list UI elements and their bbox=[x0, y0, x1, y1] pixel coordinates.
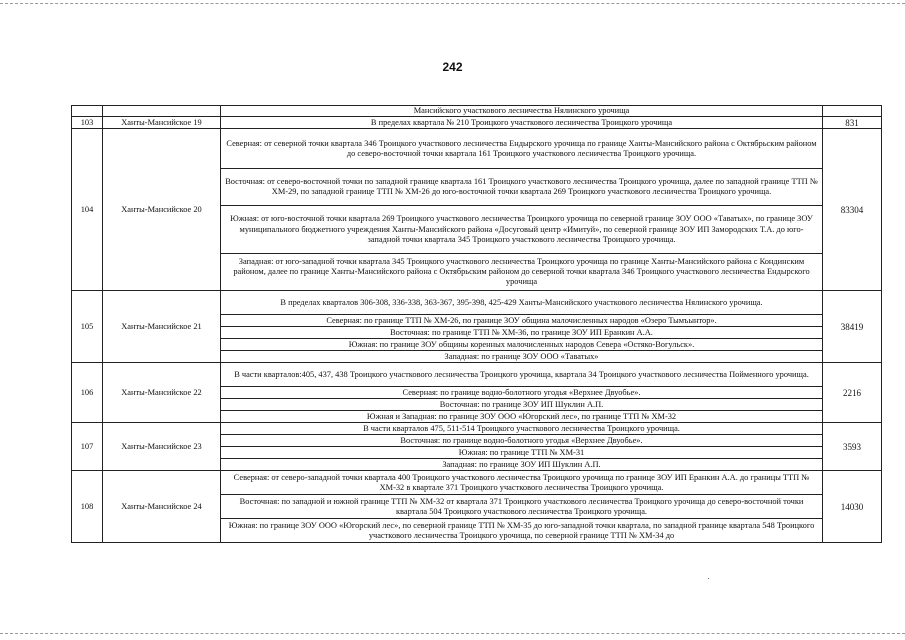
page-number: 242 bbox=[442, 60, 463, 74]
description-cell: Восточная: от северо-восточной точки по западной границе квартала 161 Троицкого участкового лесничества Троицкого урочища, далее по западной границе ТТП № ХМ-29, по западной границе ТТП № ХМ-26 до юго-восточной точки квартала 269 Троицкого участкового лесничества Троицкого урочища. bbox=[221, 169, 823, 206]
row-number-cell: 106 bbox=[72, 363, 103, 423]
description-cell: Северная: по границе ТТП № ХМ-26, по границе ЗОУ община малочисленных народов «Озеро Тымъынтор». bbox=[221, 315, 823, 327]
table-row bbox=[72, 363, 882, 387]
area-cell bbox=[823, 106, 882, 117]
description-cell: Западная: от юго-западной точки квартала 345 Троицкого участкового лесничества Троицкого урочища по границе Ханты-Мансийского района с Кондинским районом, далее по границе Ханты-Мансийского района с Октябрьским районом до северной точки квартала 346 Троицкого участкового лесничества Ендырского урочища bbox=[221, 254, 823, 291]
row-name-cell: Ханты-Мансийское 23 bbox=[103, 423, 221, 471]
description-cell: Восточная: по границе водно-болотного угодья «Верхнее Двуобье». bbox=[221, 435, 823, 447]
description-cell: Западная: по границе ЗОУ ИП Шуклин А.П. bbox=[221, 459, 823, 471]
area-cell: 2216 bbox=[823, 363, 882, 423]
table-row bbox=[72, 423, 882, 435]
description-cell: Южная: от юго-восточной точки квартала 269 Троицкого участкового лесничества Троицкого урочища по северной границе ЗОУ ООО «Таватых», по границе ЗОУ муниципального бюджетного учреждения Ханты-Мансийского района «Досуговый центр «Имитуй», по северной границе ЗОУ ИП Замородских Т.А. до юго-западной точки квартала 345 Троицкого участкового лесничества Троицкого урочища. bbox=[221, 206, 823, 254]
description-cell: Восточная: по западной и южной границе ТТП № ХМ-32 от квартала 371 Троицкого участкового лесничества Троицкого урочища до северо-восточной точки квартала 504 Троицкого участкового лесничества Троицкого урочища. bbox=[221, 495, 823, 519]
row-number-cell bbox=[72, 106, 103, 117]
description-cell: Восточная: по границе ЗОУ ИП Шуклин А.П. bbox=[221, 399, 823, 411]
row-number-cell: 103 bbox=[72, 117, 103, 129]
row-name-cell: Ханты-Мансийское 21 bbox=[103, 291, 221, 363]
boundaries-table bbox=[71, 105, 882, 543]
description-cell: В части кварталов:405, 437, 438 Троицкого участкового лесничества Троицкого урочища, квартала 34 Троицкого участкового лесничества Пойменного урочища. bbox=[221, 363, 823, 387]
row-name-cell: Ханты-Мансийское 24 bbox=[103, 471, 221, 543]
row-number-cell: 104 bbox=[72, 129, 103, 291]
description-cell: В пределах квартала № 210 Троицкого участкового лесничества Троицкого урочища bbox=[221, 117, 823, 129]
table-row bbox=[72, 129, 882, 169]
row-name-cell: Ханты-Мансийское 19 bbox=[103, 117, 221, 129]
row-number-cell: 107 bbox=[72, 423, 103, 471]
area-cell: 3593 bbox=[823, 423, 882, 471]
row-name-cell: Ханты-Мансийское 20 bbox=[103, 129, 221, 291]
table-row bbox=[72, 471, 882, 495]
description-cell: Западная: по границе ЗОУ ООО «Таватых» bbox=[221, 351, 823, 363]
description-cell: Восточная: по границе ТТП № ХМ-36, по границе ЗОУ ИП Еранкин А.А. bbox=[221, 327, 823, 339]
row-number-cell: 105 bbox=[72, 291, 103, 363]
bottom-scan-edge bbox=[0, 633, 905, 634]
description-cell: Северная: от северной точки квартала 346 Троицкого участкового лесничества Ендырского урочища по границе Ханты-Мансийского района с Октябрьским районом до северо-восточной точки квартала 161 Троицкого участкового лесничества Троицкого урочища. bbox=[221, 129, 823, 169]
description-cell: В пределах кварталов 306-308, 336-338, 363-367, 395-398, 425-429 Ханты-Мансийского участкового лесничества Нялинского урочища. bbox=[221, 291, 823, 315]
area-cell: 38419 bbox=[823, 291, 882, 363]
table-row bbox=[72, 106, 882, 117]
area-cell: 831 bbox=[823, 117, 882, 129]
description-cell: Северная: от северо-западной точки квартала 400 Троицкого участкового лесничества Троицкого урочища по границе ЗОУ ИП Еранкин А.А. до границы ТТП № ХМ-32 в квартале 371 Троицкого участкового лесничества Троицкого урочища. bbox=[221, 471, 823, 495]
top-scan-edge bbox=[0, 3, 905, 4]
row-name-cell: Ханты-Мансийское 22 bbox=[103, 363, 221, 423]
row-number-cell: 108 bbox=[72, 471, 103, 543]
description-cell: Северная: по границе водно-болотного угодья «Верхнее Двуобье». bbox=[221, 387, 823, 399]
scan-speck bbox=[708, 578, 709, 579]
description-cell: Южная: по границе ТТП № ХМ-31 bbox=[221, 447, 823, 459]
table-row bbox=[72, 117, 882, 129]
description-cell: Южная и Западная: по границе ЗОУ ООО «Югорский лес», по границе ТТП № ХМ-32 bbox=[221, 411, 823, 423]
description-cell: В части кварталов 475, 511-514 Троицкого участкового лесничества Троицкого урочища. bbox=[221, 423, 823, 435]
area-cell: 83304 bbox=[823, 129, 882, 291]
description-cell: Мансийского участкового лесничества Нялинского урочища bbox=[221, 106, 823, 117]
row-name-cell bbox=[103, 106, 221, 117]
table-row bbox=[72, 291, 882, 315]
area-cell: 14030 bbox=[823, 471, 882, 543]
description-cell: Южная: по границе ЗОУ общины коренных малочисленных народов Севера «Остяко-Вогульск». bbox=[221, 339, 823, 351]
description-cell: Южная: по границе ЗОУ ООО «Югорский лес», по северной границе ТТП № ХМ-35 до юго-западной точки квартала, по западной границе квартала 548 Троицкого участкового лесничества Троицкого урочища, по северной границе ТТП № ХМ-34 до bbox=[221, 519, 823, 543]
